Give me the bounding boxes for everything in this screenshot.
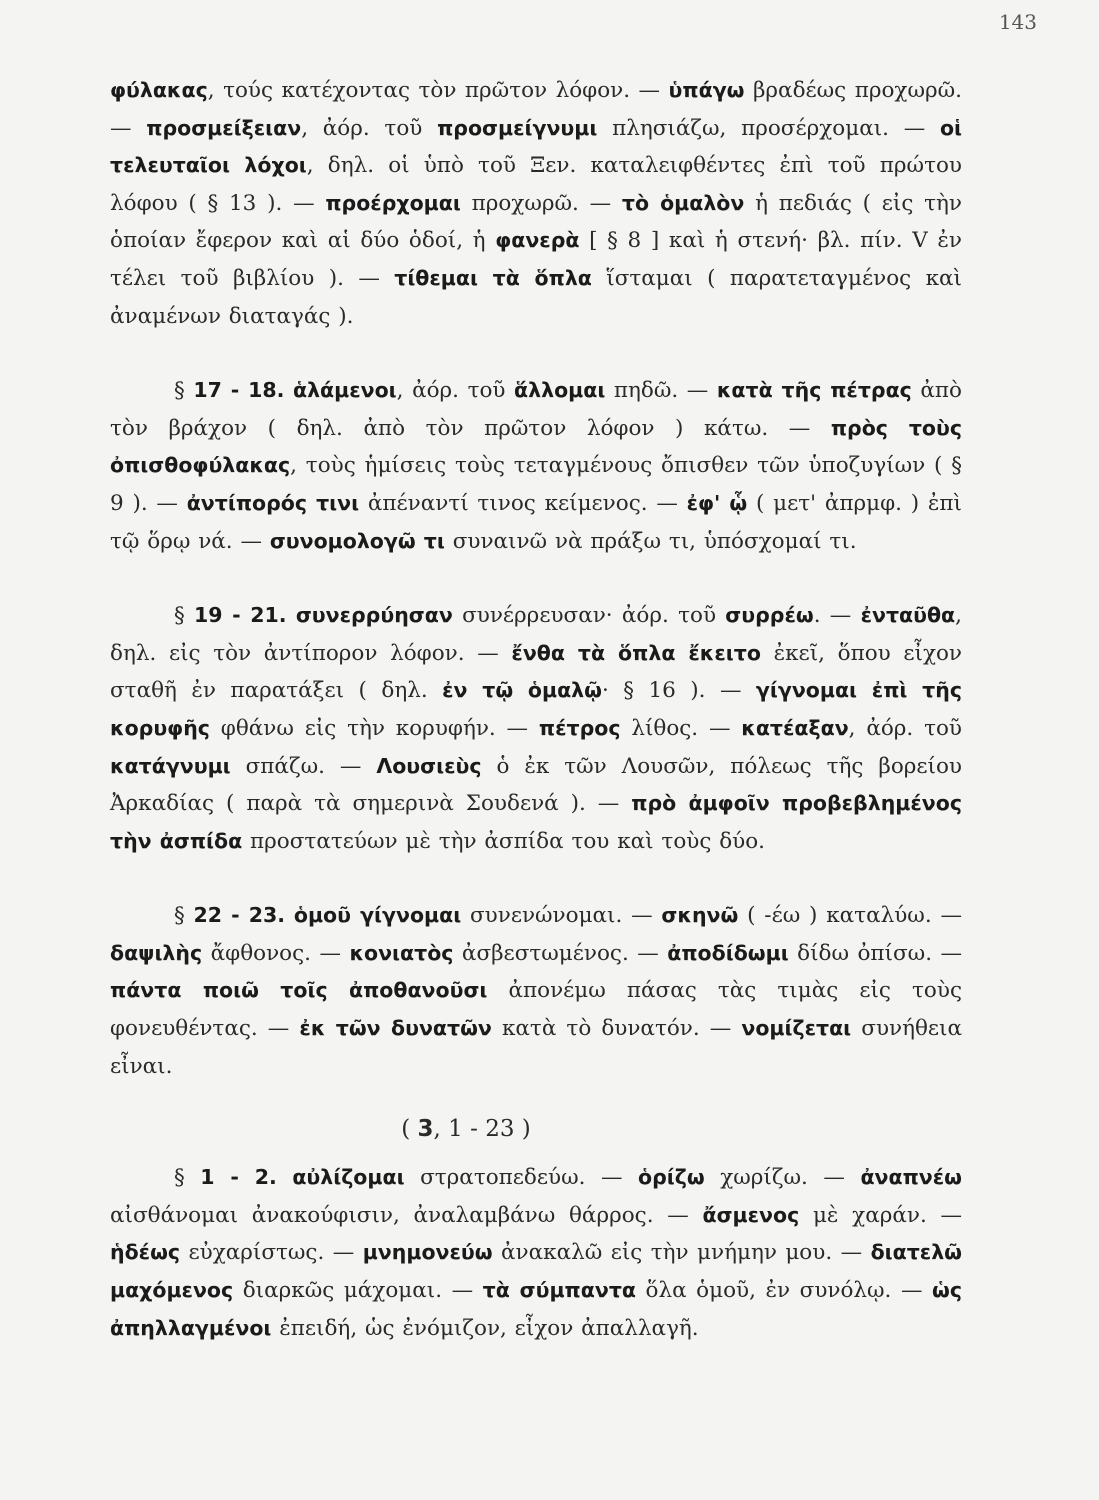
- lemma: 1 - 2.: [200, 1165, 277, 1190]
- lemma: δαψιλὴς: [110, 940, 203, 965]
- gloss-text: ἀπὸ τὸν βράχον ( δηλ. ἀπὸ τὸν πρῶτον λόφον ) κάτω. —: [110, 378, 962, 441]
- gloss-text: , τοὺς ἡμίσεις τοὺς τεταγμένους ὄπισθεν τῶν ὑποζυγίων ( § 9 ). —: [110, 453, 962, 516]
- gloss-text: προχωρῶ. —: [460, 190, 622, 216]
- text-body: [110, 72, 962, 1347]
- gloss-text: ( -έω ) καταλύω. —: [738, 903, 962, 929]
- lemma: ἡδέως: [110, 1240, 181, 1265]
- paragraph: [110, 1159, 962, 1347]
- lemma: κατὰ τῆς πέτρας: [716, 378, 912, 403]
- gloss-text: συνενώνομαι. —: [461, 903, 662, 929]
- gloss-text: ( μετ' ἀπρμφ. ) ἐπὶ τῷ ὅρῳ νά. —: [110, 490, 962, 554]
- lemma: ἔνθα τὰ ὅπλα ἔκειτο: [511, 640, 761, 665]
- lemma: πρὸ ἀμφοῖν προβεβλημένος τὴν ἀσπίδα: [110, 791, 962, 853]
- lemma: φανερὰ: [495, 228, 580, 253]
- lemma: 19 - 21.: [194, 603, 287, 628]
- gloss-text: ὅλα ὁμοῦ, ἐν συνόλῳ. —: [635, 1278, 932, 1304]
- lemma: ἐνταῦθα: [860, 603, 956, 628]
- gloss-text: . —: [813, 603, 861, 629]
- gloss-text: πηδῶ. —: [605, 378, 717, 404]
- gloss-text: , ἀόρ. τοῦ: [301, 115, 438, 141]
- gloss-text: πλησιάζω, προσέρχομαι. —: [597, 115, 940, 141]
- section-heading-chapter: 3: [417, 1116, 434, 1143]
- gloss-text: ἐκεῖ, ὅπου εἶχον σταθῆ ἐν παρατάξει ( δηλ.: [110, 640, 962, 704]
- gloss-text: συνήθεια εἶναι.: [110, 1016, 963, 1079]
- gloss-text: ἡ πεδιάς ( εἰς τὴν ὁποίαν ἔφερον καὶ αἱ δύο ὁδοί, ἡ: [110, 190, 962, 254]
- gloss-text: ἀπέναντί τινος κείμενος. —: [359, 490, 687, 516]
- gloss-text: §: [174, 603, 195, 629]
- lemma: αὐλίζομαι: [292, 1165, 405, 1190]
- gloss-text: μὲ χαράν. —: [799, 1202, 962, 1228]
- gloss-text: ἄφθονος. —: [202, 940, 350, 966]
- gloss-text: §: [174, 1165, 201, 1191]
- lemma: πέτρος: [538, 715, 621, 740]
- gloss-text: βραδέως προχωρῶ. —: [110, 78, 962, 141]
- lemma: προσμείξειαν: [146, 115, 302, 140]
- gloss-text: , ἀόρ. τοῦ: [396, 378, 515, 404]
- gloss-text: κατὰ τὸ δυνατόν. —: [491, 1016, 742, 1042]
- gloss-text: §: [174, 378, 194, 404]
- gloss-text: συνέρρευσαν· ἀόρ. τοῦ: [452, 603, 726, 629]
- lemma: φύλακας: [110, 78, 208, 102]
- lemma: ἄσμενος: [702, 1202, 800, 1227]
- lemma: τὸ ὁμαλὸν: [621, 190, 745, 215]
- gloss-text: στρατοπεδεύω. —: [404, 1165, 639, 1191]
- gloss-text: ἀπονέμω πάσας τὰς τιμὰς εἰς τοὺς φονευθέντας. —: [110, 978, 962, 1042]
- lemma: νομίζεται: [741, 1016, 852, 1041]
- lemma: οἱ τελευταῖοι λόχοι: [110, 115, 963, 178]
- gloss-text: , δηλ. εἰς τὸν ἀντίπορον λόφον. —: [110, 603, 962, 666]
- lemma: προέρχομαι: [325, 190, 461, 215]
- lemma: ἐκ τῶν δυνατῶν: [299, 1016, 492, 1041]
- lemma: ὑπάγω: [668, 78, 745, 102]
- gloss-text: εὐχαρίστως. —: [180, 1240, 363, 1266]
- lemma: ἅλλομαι: [514, 378, 606, 403]
- lemma: μνημονεύω: [362, 1240, 493, 1265]
- gloss-text: συναινῶ νὰ πράξω τι, ὑπόσχομαί τι.: [444, 528, 857, 554]
- lemma: 22 - 23.: [193, 903, 286, 928]
- lemma: ὡς ἀπηλλαγμένοι: [110, 1278, 962, 1340]
- lemma: τὰ σύμπαντα: [482, 1278, 636, 1303]
- lemma: πρὸς τοὺς ὀπισθοφύλακας: [110, 415, 962, 478]
- gloss-text: [ § 8 ] καὶ ἡ στενή· βλ. πίν. V ἐν τέλει τοῦ βιβλίου ). —: [110, 228, 962, 291]
- lemma: κατάγνυμι: [110, 753, 231, 778]
- lemma: κονιατὸς: [349, 940, 454, 965]
- paragraph: [110, 372, 962, 560]
- lemma: διατελῶ μαχόμενος: [110, 1240, 963, 1303]
- gloss-text: ἐπειδή, ὡς ἐνόμιζον, εἶχον ἀπαλλαγῆ.: [271, 1315, 699, 1341]
- gloss-text: λίθος. —: [620, 715, 742, 741]
- gloss-text: [284, 378, 293, 403]
- gloss-text: σπάζω. —: [230, 753, 377, 779]
- lemma: ἐν τῷ ὁμαλῷ: [442, 678, 602, 703]
- gloss-text: αἰσθάνομαι ἀνακούφισιν, ἀναλαμβάνω θάρρος. —: [110, 1202, 703, 1228]
- lemma: ἀντίπορός τινι: [186, 490, 360, 515]
- gloss-text: , δηλ. οἱ ὑπὸ τοῦ Ξεν. καταλειφθέντες ἐπὶ τοῦ πρώτου λόφου ( § 13 ). —: [110, 153, 962, 216]
- lemma: πάντα ποιῶ τοῖς ἀποθανοῦσι: [110, 978, 488, 1003]
- lemma: ἀποδίδωμι: [667, 940, 789, 965]
- gloss-text: · § 16 ). —: [601, 678, 756, 704]
- paragraph: [110, 897, 962, 1085]
- lemma: ἀναπνέω: [860, 1165, 962, 1190]
- gloss-text: δίδω ὀπίσω. —: [788, 940, 963, 966]
- gloss-text: ἀσβεστωμένος. —: [453, 940, 668, 966]
- section-heading-range: , 1 - 23 ): [433, 1116, 531, 1143]
- lemma: σκηνῶ: [661, 903, 739, 928]
- gloss-text: προστατεύων μὲ τὴν ἀσπίδα του καὶ τοὺς δύο.: [242, 828, 765, 854]
- gloss-text: , τούς κατέχοντας τὸν πρῶτον λόφον. —: [207, 78, 669, 103]
- lemma: Λουσιεὺς: [376, 753, 482, 778]
- paragraph: [110, 72, 962, 335]
- gloss-text: , ἀόρ. τοῦ: [848, 715, 962, 741]
- lemma: ὁμοῦ γίγνομαι: [293, 903, 462, 928]
- gloss-text: ὁ ἐκ τῶν Λουσῶν, πόλεως τῆς βορείου Ἀρκαδίας ( παρὰ τὰ σημερινὰ Σουδενά ). —: [110, 753, 962, 817]
- lemma: τίθεμαι τὰ ὅπλα: [394, 265, 592, 290]
- gloss-text: [287, 603, 296, 628]
- gloss-text: φθάνω εἰς τὴν κορυφήν. —: [209, 715, 539, 741]
- page-number: 143: [998, 10, 1037, 34]
- paragraph: [110, 597, 962, 860]
- lemma: συνομολογῶ τι: [269, 528, 445, 553]
- lemma: προσμείγνυμι: [437, 115, 598, 140]
- lemma: ἁλάμενοι: [293, 378, 397, 403]
- gloss-text: διαρκῶς μάχομαι. —: [233, 1278, 483, 1304]
- section-heading-open: (: [401, 1116, 418, 1143]
- gloss-text: [277, 1165, 293, 1190]
- gloss-text: χωρίζω. —: [704, 1165, 861, 1191]
- gloss-text: ἵσταμαι ( παρατεταγμένος καὶ ἀναμένων διαταγάς ).: [110, 265, 962, 329]
- lemma: 17 - 18.: [193, 378, 285, 403]
- lemma: συρρέω: [725, 603, 814, 628]
- lemma: γίγνομαι ἐπὶ τῆς κορυφῆς: [110, 678, 963, 740]
- gloss-text: ἀνακαλῶ εἰς τὴν μνήμην μου. —: [492, 1240, 871, 1266]
- gloss-text: §: [174, 903, 194, 929]
- section-heading: [110, 1109, 962, 1149]
- lemma: συνερρύησαν: [295, 603, 453, 628]
- lemma: ὁρίζω: [638, 1165, 705, 1190]
- lemma: κατέαξαν: [741, 715, 849, 740]
- gloss-text: [285, 903, 294, 928]
- lemma: ἐφ' ᾧ: [686, 490, 748, 515]
